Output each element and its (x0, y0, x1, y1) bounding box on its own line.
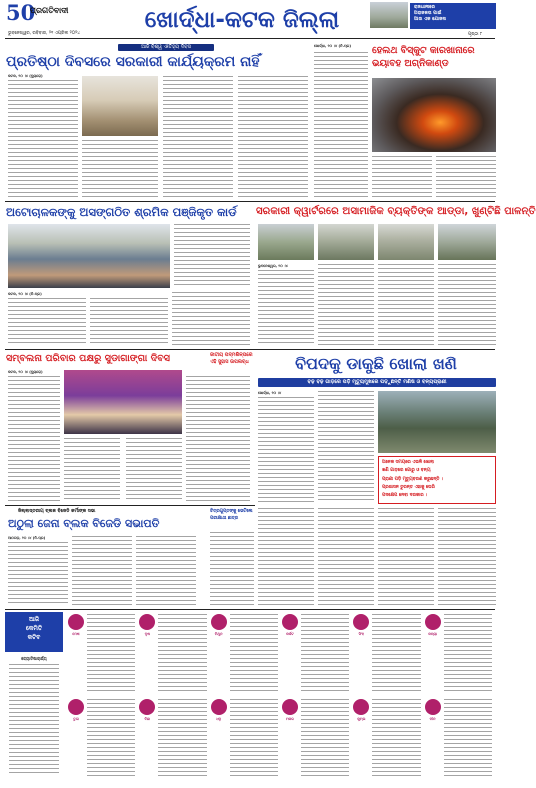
zodiac-sign-icon (211, 699, 227, 715)
horoscope-cell (210, 697, 278, 779)
danger-text-col4 (318, 508, 374, 606)
labour-text-col3 (90, 298, 168, 346)
horoscope-cell (138, 697, 206, 779)
quarters-byline: ଭୁବନେଶ୍ୱର, ୨୦ ।୪ (258, 264, 288, 268)
labour-text-col2 (8, 298, 86, 346)
danger-text-col1 (258, 397, 314, 503)
zodiac-sign-icon (353, 699, 369, 715)
horoscope-cell (138, 612, 206, 694)
horoscope-author-text (9, 664, 59, 774)
family-byline: କଟକ, ୨୦ ।୪ (ବ୍ୟୁରୋ) (8, 370, 43, 374)
zodiac-forecast-text (301, 614, 349, 692)
zodiac-sign-name: ମିଥୁନ (214, 632, 223, 636)
heritage-headline: ପ୍ରତିଷ୍ଠା ଦିବସରେ ସରକାରୀ କାର୍ଯ୍ୟକ୍ରମ ନାହିଁ (6, 54, 260, 70)
zodiac-sign-icon (282, 614, 298, 630)
lotus-headline-1: ଜାତୀୟ ପଦ୍ମଶିଳ୍ପରେ (210, 352, 253, 358)
family-headline: ସମ୍ବଲନା ପରିବାର ପକ୍ଷରୁ ସୁଡାଗାଙ୍ଗା ଦିବସ (6, 353, 171, 364)
horoscope-title-1: ଆଜି (29, 616, 39, 623)
horoscope-title-box (5, 612, 63, 652)
horoscope-cell (424, 697, 492, 779)
callout-line-4: ପ୍ରଶାସନ ତୁରନ୍ତ ଏହାକୁ ଘେରି (382, 484, 435, 490)
horoscope-grid (67, 612, 495, 782)
masthead-rule (5, 38, 495, 39)
quarters-text-col1 (258, 270, 314, 346)
labour-headline: ଅଟୋଚାଳକଙ୍କୁ ଅସଙ୍ଗଠିତ ଶ୍ରମିକ ପଞ୍ଜିକୃତ କାର୍ଡ (6, 205, 237, 219)
quarters-photo-2 (318, 224, 374, 260)
horoscope-cell (67, 697, 135, 779)
quarters-photo-4 (438, 224, 496, 260)
callout-line-1: ଅନେକ ସମୟରେ ଏଭଳି ଖୋଲା (382, 460, 434, 465)
labour-byline: କଟକ, ୨୦ ।୪ (ନି.ପ୍ର) (8, 292, 42, 296)
zodiac-sign-icon (282, 699, 298, 715)
zodiac-sign-icon (425, 699, 441, 715)
heritage-byline: କଟକ, ୨୦ ।୪ (ବ୍ୟୁରୋ) (8, 74, 43, 78)
heritage-text-col2 (82, 140, 158, 198)
zodiac-forecast-text (158, 614, 206, 692)
promo-box (410, 3, 496, 29)
zodiac-forecast-text (87, 614, 135, 692)
mini-headline-1: ଚିତ୍ରଗୁପ୍ତଙ୍କୁ ଭେଟିଲେ (210, 509, 253, 514)
horoscope-cell (424, 612, 492, 694)
page-title: ଖୋର୍ଦ୍ଧା-କଟକ ଜିଲ୍ଲା (144, 7, 340, 33)
mini-headline-box (210, 508, 256, 530)
meeting-text-col2 (72, 536, 132, 606)
fire-text-col2 (372, 156, 432, 198)
quarters-photo-1 (258, 224, 314, 260)
danger-text-col2 (318, 391, 374, 503)
heritage-text-col1 (8, 80, 78, 198)
divider-4 (5, 609, 495, 610)
zodiac-forecast-text (372, 699, 420, 777)
horoscope-cell (210, 612, 278, 694)
zodiac-sign-name: କୁମ୍ଭ (357, 717, 366, 721)
zodiac-sign-name: ବିଛା (144, 717, 151, 721)
fire-text-col1 (314, 52, 368, 198)
logo-number: 50 (6, 0, 36, 25)
danger-byline: ଖୋର୍ଦ୍ଧା, ୨୦ ।୪ (258, 391, 282, 395)
meeting-text-col3 (136, 536, 196, 606)
zodiac-sign-icon (425, 614, 441, 630)
zodiac-forecast-text (372, 614, 420, 692)
meeting-tag: ଜିଲ୍ଲାସ୍ତରୀୟ ବ୍ଲକ ବିଜେଡି କର୍ମୀଙ୍କ ସଭା (18, 509, 96, 514)
zodiac-sign-icon (68, 699, 84, 715)
family-text-col1 (8, 376, 60, 502)
zodiac-sign-name: କନ୍ୟା (428, 632, 438, 636)
promo-photo (370, 2, 408, 28)
zodiac-sign-icon (139, 699, 155, 715)
callout-line-2: ଖଣି ଗାଡ଼ରେ ଗୋରୁ ଓ ବନ୍ୟ (382, 468, 431, 474)
danger-text-col5 (378, 508, 434, 606)
anniversary-logo (6, 0, 36, 25)
horoscope-cell (352, 612, 420, 694)
zodiac-forecast-text (158, 699, 206, 777)
zodiac-sign-icon (353, 614, 369, 630)
zodiac-forecast-text (87, 699, 135, 777)
zodiac-sign-name: ମୀନ (429, 717, 436, 721)
zodiac-sign-name: ମକର (285, 717, 295, 721)
fire-byline: ଖୋର୍ଦ୍ଧା, ୨୦ ।୪ (ନି.ପ୍ର) (314, 44, 352, 48)
heritage-tag: ଆଜି ବିଶ୍ୱ ଐତିହ୍ୟ ଦିବସ (118, 44, 214, 51)
danger-photo (378, 391, 496, 453)
quarters-text-col2 (318, 264, 374, 346)
horoscope-cell (281, 612, 349, 694)
horoscope-cell (67, 612, 135, 694)
quarters-text-col3 (378, 264, 434, 346)
zodiac-sign-name: ତୁଳା (73, 717, 79, 721)
fire-headline-text: ହେଲଥ ବିସ୍କୁଟ କାରଖାନାରେ ଭୟାବହ ଅଗ୍ନିକାଣ୍ଡ (372, 45, 475, 69)
promo-line-2: ଅରାଜକତା ପାଇଁ (414, 11, 442, 16)
danger-headline: ବିପଦକୁ ଡାକୁଛି ଖୋଲା ଖଣି (295, 354, 457, 373)
heritage-text-col4 (238, 76, 308, 198)
fire-text-col3 (436, 156, 496, 198)
promo-line-1: ରାଜଧାନୀରେ (414, 5, 435, 10)
divider-1 (5, 201, 495, 202)
date-line: ଭୁବନେଶ୍ୱର, ରବିବାର, ୨୧ ଏପ୍ରିଲ ୨୦୨୪ (8, 31, 80, 36)
zodiac-forecast-text (230, 614, 278, 692)
horoscope-title-3: କଟିବ (27, 634, 41, 641)
family-text-col3 (126, 438, 182, 502)
quarters-photo-3 (378, 224, 434, 260)
zodiac-sign-name: ବୃଷ (144, 632, 150, 636)
callout-line-3: ପ୍ରାଣୀ ପଡ଼ି ମୃତ୍ୟୁବରଣ କରୁଛନ୍ତି । (382, 476, 443, 482)
fire-headline (372, 44, 496, 70)
masthead (0, 0, 500, 44)
zodiac-forecast-text (444, 699, 492, 777)
heritage-text-col3 (163, 76, 233, 198)
quarters-text-col4 (438, 264, 496, 346)
callout-line-5: ପଦକ୍ଷେପ ନେବା ଦରକାର । (382, 493, 428, 499)
horoscope-section (5, 612, 495, 784)
labour-text-col1 (174, 224, 250, 288)
lotus-headline-box (210, 352, 253, 374)
zodiac-sign-name: କର୍କଟ (286, 632, 294, 636)
quarters-headline: ସରକାରୀ କ୍ୱାର୍ଟରରେ ଅସାମାଜିକ ବ୍ୟକ୍ତିଙ୍କ ଆଡ୍ଡା, ଖୁଣ୍ଟିଛି ପାଳନ୍ତି (256, 206, 536, 217)
family-text-col4 (186, 376, 250, 502)
fire-photo (372, 78, 496, 152)
zodiac-sign-icon (139, 614, 155, 630)
page-number: ପୃଷ୍ଠା ୮ (468, 32, 483, 37)
danger-subhead: ବଢ଼ ବଢ଼ ଗାଡ଼ରେ ପଡ଼ି ମୃତ୍ୟୁମୁଖରେ ପଡ଼ୁଛନ୍ତି ମଣିଷ ଓ ବନ୍ୟପ୍ରାଣୀ (258, 378, 496, 387)
labour-text-col4 (172, 292, 250, 346)
zodiac-forecast-text (444, 614, 492, 692)
divider-3 (5, 505, 255, 506)
zodiac-sign-name: ସିଂହ (358, 632, 365, 636)
horoscope-cell (352, 697, 420, 779)
meeting-byline: ଆଠଗଡ଼, ୨୦ ।୪ (ନି.ପ୍ର) (8, 536, 46, 540)
danger-text-col3 (258, 508, 314, 606)
danger-text-col6 (438, 508, 496, 606)
family-text-col2 (64, 438, 120, 502)
labour-photo (8, 224, 170, 288)
brand-name: ପ୍ରଗତିବାଦୀ (30, 6, 69, 15)
heritage-photo (82, 76, 158, 136)
mini-text (210, 532, 254, 606)
mini-headline-2: ପରୀକ୍ଷାଥୀ ଛାତ୍ର (210, 516, 239, 521)
meeting-headline: ଅଠୁଲା ଜେନା ବ୍ଲକ ବିଜେଡି ସଭାପତି (8, 517, 160, 530)
meeting-text-col1 (8, 542, 68, 606)
promo-line-3: ଆଉ ଏକ ଯୋଜନା (414, 17, 447, 22)
horoscope-author: ଜ୍ୟୋତିଷାଚାର୍ଯ୍ୟ (21, 656, 47, 661)
family-photo (64, 370, 182, 434)
horoscope-cell (281, 697, 349, 779)
zodiac-sign-icon (68, 614, 84, 630)
zodiac-sign-name: ଧନୁ (216, 717, 222, 721)
zodiac-forecast-text (230, 699, 278, 777)
lotus-headline-2: ଏହି ସୁହାସ ଉପଲବ୍ଧ (210, 359, 249, 365)
danger-callout (378, 456, 496, 504)
zodiac-forecast-text (301, 699, 349, 777)
divider-2 (5, 349, 495, 350)
zodiac-sign-name: ମେଷ (72, 632, 80, 636)
horoscope-title-2: କେମିତି (25, 625, 43, 632)
zodiac-sign-icon (211, 614, 227, 630)
